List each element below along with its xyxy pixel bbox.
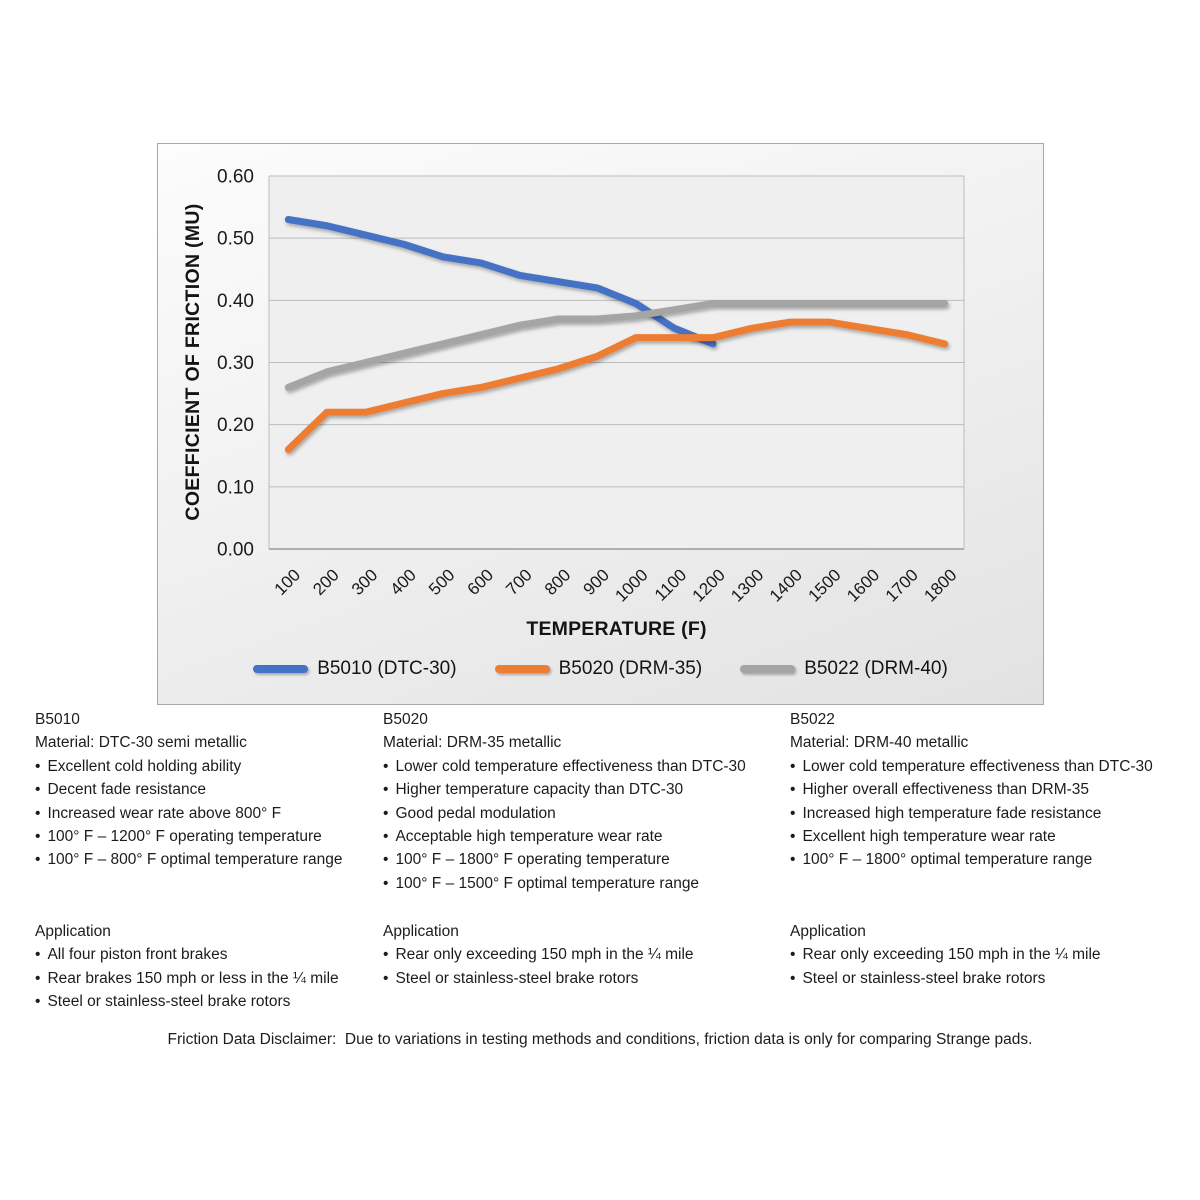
legend-dash-icon (495, 665, 550, 673)
bullet-text: 100° F – 800° F optimal temperature range (47, 851, 343, 869)
bullet-text: All four piston front brakes (47, 946, 228, 964)
bullet-text: Lower cold temperature effectiveness than DTC-30 (802, 757, 1153, 775)
x-tick-label: 800 (540, 565, 575, 599)
application-title: Application (383, 923, 459, 940)
bullet-dot: • (790, 946, 796, 964)
bullet-item (35, 778, 405, 801)
x-tick-label: 500 (425, 565, 459, 599)
material-line: Material: DRM-40 metallic (790, 734, 969, 752)
x-tick-label: 1600 (843, 565, 884, 606)
x-tick-label: 1400 (765, 565, 807, 606)
friction-data-disclaimer: Friction Data Disclaimer: Due to variations in testing methods and conditions, friction data is only for comparing Strange pads. (167, 1031, 1033, 1048)
bullet-text: Rear only exceeding 150 mph in the ¼ mile (802, 946, 1101, 964)
bullet-dot: • (35, 946, 41, 964)
bullet-item (383, 872, 753, 895)
bullet-dot: • (383, 851, 389, 869)
legend-label: B5022 (DRM-40) (804, 658, 948, 679)
y-axis-title: COEFFICIENT OF FRICTION (MU) (182, 203, 204, 521)
bullet-dot: • (383, 874, 389, 892)
x-tick-label: 1300 (727, 565, 768, 606)
y-tick-label: 0.20 (217, 415, 254, 437)
bullet-dot: • (383, 828, 389, 846)
section-title: B5020 (383, 711, 428, 728)
bullet-item (790, 755, 1160, 778)
legend-item-b5010 (253, 658, 456, 680)
x-tick-label: 600 (463, 565, 498, 599)
spec-column-b5020 (383, 708, 753, 1018)
bullet-item (35, 967, 339, 990)
x-tick-label: 900 (579, 565, 614, 599)
x-tick-label: 1200 (688, 565, 729, 606)
bullet-text: Steel or stainless-steel brake rotors (802, 969, 1046, 987)
bullet-dot: • (383, 946, 389, 964)
spec-column-b5022 (790, 708, 1160, 1018)
bullet-item (383, 755, 753, 778)
bullet-text: Decent fade resistance (47, 781, 206, 799)
bullet-item (383, 802, 753, 825)
application-bullets (35, 943, 339, 1013)
bullet-dot: • (383, 969, 389, 987)
application-title: Application (35, 923, 111, 940)
bullet-item (35, 848, 405, 871)
bullet-item (35, 755, 405, 778)
legend-dash-icon (253, 665, 308, 673)
bullet-text: Good pedal modulation (395, 804, 556, 822)
bullet-text: Steel or stainless-steel brake rotors (47, 993, 291, 1011)
bullet-item (383, 943, 694, 966)
material-line: Material: DTC-30 semi metallic (35, 734, 247, 752)
application-block (383, 920, 694, 990)
spec-column-b5010 (35, 708, 405, 1018)
material-line: Material: DRM-35 metallic (383, 734, 562, 752)
legend-label: B5020 (DRM-35) (558, 658, 703, 679)
bullet-text: Higher overall effectiveness than DRM-35 (802, 781, 1090, 799)
legend-item-b5022 (740, 658, 948, 680)
bullet-text: Steel or stainless-steel brake rotors (395, 969, 639, 987)
bullet-item (790, 967, 1101, 990)
bullet-item (35, 802, 405, 825)
section-title: B5022 (790, 711, 835, 728)
bullet-item (35, 825, 405, 848)
feature-bullets (790, 755, 1160, 872)
bullet-text: 100° F – 1200° F operating temperature (47, 828, 322, 846)
y-tick-label: 0.10 (217, 477, 254, 499)
bullet-item (790, 825, 1160, 848)
bullet-dot: • (35, 851, 41, 869)
bullet-text: 100° F – 1500° F optimal temperature range (395, 874, 700, 892)
bullet-text: Rear only exceeding 150 mph in the ¼ mile (395, 946, 694, 964)
bullet-text: Excellent high temperature wear rate (802, 828, 1056, 846)
x-tick-label: 300 (347, 565, 382, 599)
bullet-dot: • (35, 781, 41, 799)
bullet-dot: • (35, 969, 41, 987)
application-title: Application (790, 923, 866, 940)
friction-chart-panel (157, 143, 1044, 705)
application-block (35, 920, 339, 1014)
x-tick-label: 700 (502, 565, 536, 599)
x-tick-label: 200 (309, 565, 343, 599)
y-tick-label: 0.30 (217, 353, 254, 374)
bullet-item (383, 967, 694, 990)
x-tick-label: 1500 (804, 565, 845, 606)
y-tick-label: 0.40 (217, 290, 254, 312)
legend-label: B5010 (DTC-30) (317, 658, 457, 679)
bullet-text: Rear brakes 150 mph or less in the ¼ mile (47, 969, 339, 987)
legend-item-b5020 (495, 658, 703, 680)
bullet-text: Higher temperature capacity than DTC-30 (395, 781, 684, 799)
section-title: B5010 (35, 711, 80, 728)
bullet-text: 100° F – 1800° optimal temperature range (802, 851, 1093, 869)
bullet-dot: • (35, 828, 41, 846)
bullet-item (383, 778, 753, 801)
bullet-text: Excellent cold holding ability (47, 757, 242, 775)
bullet-item (35, 943, 339, 966)
x-tick-label: 1000 (611, 565, 652, 606)
bullet-text: Lower cold temperature effectiveness than DTC-30 (395, 757, 746, 775)
y-tick-label: 0.60 (217, 166, 254, 188)
bullet-dot: • (383, 804, 389, 822)
bullet-text: 100° F – 1800° F operating temperature (395, 851, 670, 869)
y-tick-label: 0.00 (217, 539, 254, 561)
x-tick-label: 400 (386, 565, 420, 599)
bullet-text: Increased high temperature fade resistance (802, 804, 1102, 822)
bullet-dot: • (383, 781, 389, 799)
bullet-text: Increased wear rate above 800° F (47, 804, 282, 822)
bullet-item (790, 848, 1160, 871)
bullet-item (790, 778, 1160, 801)
bullet-item (790, 943, 1101, 966)
chart-legend (158, 658, 1043, 680)
x-axis-title: TEMPERATURE (F) (526, 618, 707, 640)
bullet-dot: • (383, 757, 389, 775)
application-bullets (383, 943, 694, 990)
bullet-dot: • (35, 993, 41, 1011)
x-tick-label: 1100 (650, 565, 691, 605)
bullet-dot: • (790, 757, 796, 775)
bullet-item (383, 825, 753, 848)
bullet-dot: • (790, 828, 796, 846)
x-tick-label: 100 (270, 565, 305, 599)
bullet-dot: • (790, 851, 796, 869)
bullet-dot: • (790, 781, 796, 799)
bullet-item (383, 848, 753, 871)
x-tick-label: 1800 (920, 565, 961, 606)
feature-bullets (383, 755, 753, 895)
bullet-dot: • (35, 757, 41, 775)
bullet-dot: • (790, 804, 796, 822)
bullet-text: Acceptable high temperature wear rate (395, 828, 663, 846)
bullet-item (790, 802, 1160, 825)
legend-dash-icon (740, 665, 795, 673)
y-tick-label: 0.50 (217, 228, 254, 250)
bullet-dot: • (35, 804, 41, 822)
x-tick-label: 1700 (881, 565, 922, 606)
bullet-dot: • (790, 969, 796, 987)
feature-bullets (35, 755, 405, 872)
application-bullets (790, 943, 1101, 990)
application-block (790, 920, 1101, 990)
bullet-item (35, 990, 339, 1013)
